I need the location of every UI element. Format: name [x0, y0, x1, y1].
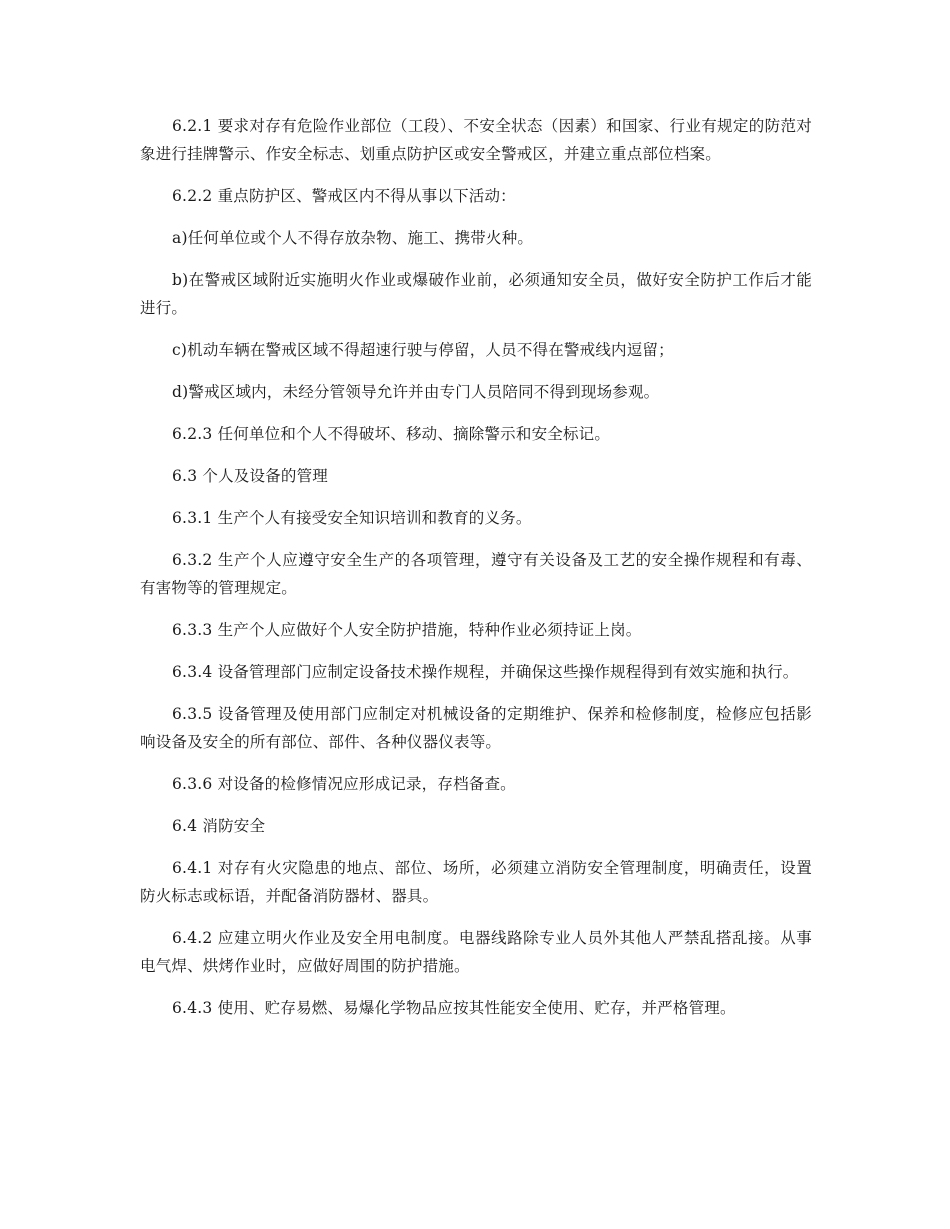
list-item-c: c)机动车辆在警戒区域不得超速行驶与停留，人员不得在警戒线内逗留； [172, 341, 674, 359]
paragraph-6-2-3: 6.2.3 任何单位和个人不得破坏、移动、摘除警示和安全标记。 [172, 425, 611, 443]
list-item-a: a)任何单位或个人不得存放杂物、施工、携带火种。 [172, 229, 534, 247]
document-body [140, 112, 812, 1036]
section-heading-6-4: 6.4 消防安全 [172, 817, 266, 835]
section-heading-6-3: 6.3 个人及设备的管理 [172, 467, 328, 485]
paragraph-6-3-2: 6.3.2 生产个人应遵守安全生产的各项管理，遵守有关设备及工艺的安全操作规程和有毒、有害物等的管理规定。 [140, 551, 812, 597]
list-item-b: b)在警戒区域附近实施明火作业或爆破作业前，必须通知安全员，做好安全防护工作后才能进行。 [140, 271, 812, 317]
paragraph-6-2-2: 6.2.2 重点防护区、警戒区内不得从事以下活动： [172, 187, 516, 205]
paragraph-6-3-5: 6.3.5 设备管理及使用部门应制定对机械设备的定期维护、保养和检修制度，检修应包括影响设备及安全的所有部位、部件、各种仪器仪表等。 [140, 705, 812, 751]
paragraph-6-4-1: 6.4.1 对存有火灾隐患的地点、部位、场所，必须建立消防安全管理制度，明确责任，设置防火标志或标语，并配备消防器材、器具。 [140, 859, 812, 905]
paragraph-6-3-3: 6.3.3 生产个人应做好个人安全防护措施，特种作业必须持证上岗。 [172, 621, 642, 639]
list-item-d: d)警戒区域内，未经分管领导允许并由专门人员陪同不得到现场参观。 [172, 383, 660, 401]
paragraph-6-3-1: 6.3.1 生产个人有接受安全知识培训和教育的义务。 [172, 509, 532, 527]
paragraph-6-3-6: 6.3.6 对设备的检修情况应形成记录，存档备查。 [172, 775, 516, 793]
paragraph-6-2-1: 6.2.1 要求对存有危险作业部位（工段）、不安全状态（因素）和国家、行业有规定的防范对象进行挂牌警示、作安全标志、划重点防护区或安全警戒区，并建立重点部位档案。 [140, 117, 812, 163]
paragraph-6-3-4: 6.3.4 设备管理部门应制定设备技术操作规程，并确保这些操作规程得到有效实施和执行。 [172, 663, 799, 681]
paragraph-6-4-2: 6.4.2 应建立明火作业及安全用电制度。电器线路除专业人员外其他人严禁乱搭乱接。从事电气焊、烘烤作业时，应做好周围的防护措施。 [140, 929, 812, 975]
paragraph-6-4-3: 6.4.3 使用、贮存易燃、易爆化学物品应按其性能安全使用、贮存，并严格管理。 [172, 999, 736, 1017]
